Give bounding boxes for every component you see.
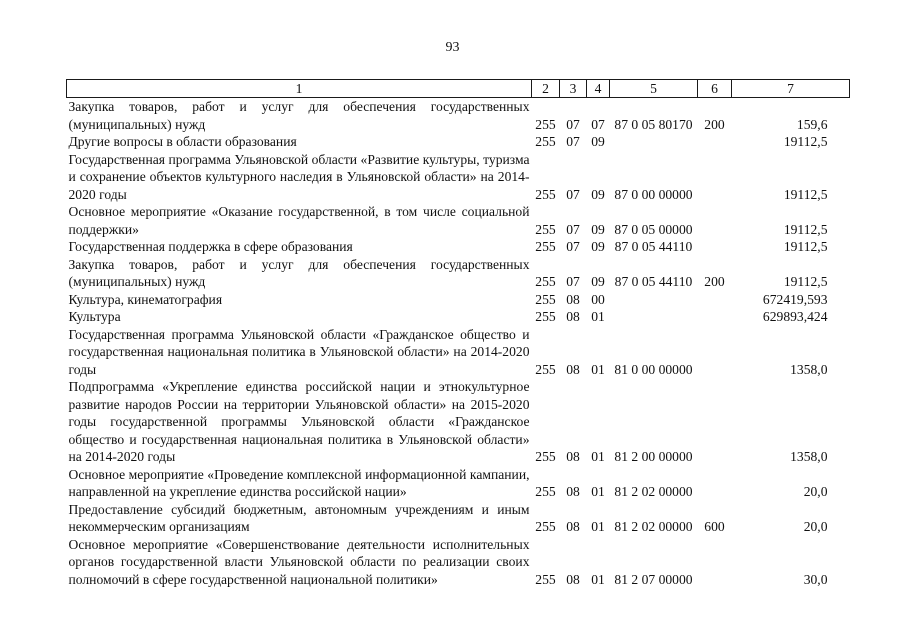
row-description: Культура	[68, 309, 121, 324]
amount-cell: 19112,5	[783, 274, 828, 289]
expense-type-cell	[698, 326, 732, 379]
section-code-cell: 08	[566, 484, 580, 499]
admin-code-cell: 255	[535, 571, 556, 587]
section-code-cell: 07	[566, 134, 580, 149]
table-row	[67, 291, 850, 309]
table-row	[67, 466, 850, 501]
expense-type-cell	[698, 151, 732, 204]
table-row	[67, 308, 850, 326]
section-code-cell: 08	[566, 449, 580, 464]
section-code-cell: 07	[566, 274, 580, 289]
expense-type-cell	[698, 378, 732, 466]
row-description: Другие вопросы в области образования	[68, 134, 297, 149]
admin-code-cell: 255	[535, 449, 556, 464]
row-description: Культура, кинематография	[68, 291, 223, 307]
row-description: Закупка товаров, работ и услуг для обеспечения государственных (муниципальных) нужд	[68, 99, 530, 132]
section-code-cell: 08	[566, 309, 580, 324]
expense-type-cell	[698, 238, 732, 256]
amount-cell: 19112,5	[783, 221, 828, 237]
column-header: 4	[587, 80, 610, 98]
target-article-cell: 87 0 05 00000	[614, 221, 693, 237]
target-article-cell: 81 2 02 00000	[614, 484, 693, 499]
table-row	[67, 98, 850, 134]
target-article-cell: 81 2 00 00000	[614, 449, 693, 464]
subsection-code-cell: 01	[591, 361, 605, 377]
subsection-code-cell: 09	[591, 221, 605, 237]
expense-type-cell	[698, 308, 732, 326]
row-description: Основное мероприятие «Проведение комплексной информационной кампании, направленной на укрепление единства российской нации»	[68, 466, 530, 499]
amount-cell: 1358,0	[790, 449, 828, 464]
target-article-cell: 87 0 05 44110	[614, 239, 693, 254]
amount-cell: 159,6	[796, 116, 828, 132]
section-code-cell: 07	[566, 239, 580, 254]
subsection-code-cell: 09	[591, 239, 605, 254]
column-header: 6	[698, 80, 732, 98]
target-article-cell	[610, 133, 698, 151]
amount-cell: 1358,0	[790, 361, 828, 377]
amount-cell: 20,0	[803, 519, 828, 534]
target-article-cell: 81 2 07 00000	[614, 571, 693, 587]
admin-code-cell: 255	[535, 291, 556, 307]
expense-type-cell: 200	[704, 274, 725, 289]
table-row	[67, 203, 850, 238]
page-number: 93	[445, 40, 460, 55]
row-description: Предоставление субсидий бюджетным, автономным учреждениям и иным некоммерческим организациям	[68, 501, 530, 534]
row-description: Основное мероприятие «Совершенствование деятельности исполнительных органов государственной власти Ульяновской области по реализации своих полномочий в сфере государственной национальной политики»	[68, 536, 530, 587]
table-row	[67, 151, 850, 204]
subsection-code-cell: 01	[591, 484, 605, 499]
target-article-cell: 87 0 05 44110	[614, 274, 693, 289]
table-row	[67, 536, 850, 589]
section-code-cell: 08	[566, 519, 580, 534]
row-description: Основное мероприятие «Оказание государственной, в том числе социальной поддержки»	[68, 204, 530, 237]
table-row	[67, 238, 850, 256]
table-row	[67, 501, 850, 536]
amount-cell: 19112,5	[783, 186, 828, 202]
subsection-code-cell: 09	[591, 186, 605, 202]
table-header-row	[67, 80, 850, 98]
subsection-code-cell: 09	[591, 274, 605, 289]
amount-cell: 629893,424	[762, 309, 828, 324]
expense-type-cell	[698, 203, 732, 238]
column-header: 2	[532, 80, 560, 98]
subsection-code-cell: 01	[591, 519, 605, 534]
amount-cell: 19112,5	[783, 134, 828, 149]
table-row	[67, 133, 850, 151]
expense-type-cell	[698, 291, 732, 309]
amount-cell: 672419,593	[762, 291, 828, 307]
admin-code-cell: 255	[535, 274, 556, 289]
section-code-cell: 07	[566, 186, 580, 202]
expense-type-cell: 200	[704, 116, 725, 132]
admin-code-cell: 255	[535, 239, 556, 254]
budget-table	[66, 79, 850, 588]
amount-cell: 30,0	[803, 571, 828, 587]
subsection-code-cell: 01	[591, 309, 605, 324]
column-header: 5	[610, 80, 698, 98]
section-code-cell: 07	[566, 116, 580, 132]
column-header: 7	[732, 80, 850, 98]
table-row	[67, 256, 850, 291]
target-article-cell: 87 0 00 00000	[614, 186, 693, 202]
admin-code-cell: 255	[535, 361, 556, 377]
admin-code-cell: 255	[535, 186, 556, 202]
table-body	[67, 98, 850, 589]
amount-cell: 20,0	[803, 484, 828, 499]
expense-type-cell: 600	[704, 519, 725, 534]
table-row	[67, 326, 850, 379]
column-header: 3	[560, 80, 587, 98]
admin-code-cell: 255	[535, 309, 556, 324]
row-description: Государственная программа Ульяновской области «Развитие культуры, туризма и сохранение объектов культурного наследия в Ульяновской области» на 2014-2020 годы	[68, 151, 530, 202]
target-article-cell: 81 0 00 00000	[614, 361, 693, 377]
expense-type-cell	[698, 466, 732, 501]
expense-type-cell	[698, 133, 732, 151]
admin-code-cell: 255	[535, 519, 556, 534]
admin-code-cell: 255	[535, 221, 556, 237]
row-description: Государственная поддержка в сфере образования	[68, 239, 353, 254]
section-code-cell: 07	[566, 221, 580, 237]
target-article-cell: 81 2 02 00000	[614, 519, 693, 534]
amount-cell: 19112,5	[783, 239, 828, 254]
section-code-cell: 08	[566, 291, 580, 307]
subsection-code-cell: 09	[591, 134, 605, 149]
section-code-cell: 08	[566, 361, 580, 377]
subsection-code-cell: 01	[591, 571, 605, 587]
column-header: 1	[67, 80, 532, 98]
row-description: Закупка товаров, работ и услуг для обеспечения государственных (муниципальных) нужд	[68, 256, 530, 289]
admin-code-cell: 255	[535, 134, 556, 149]
row-description: Подпрограмма «Укрепление единства российской нации и этнокультурное развитие народов России на территории Ульяновской области» на 2015-2020 годы государственной программы Ульяновской области «Гражданское общество и государственная национальная политика в Ульяновской области» на 2014-2020 годы	[68, 379, 530, 464]
target-article-cell	[610, 308, 698, 326]
section-code-cell: 08	[566, 571, 580, 587]
subsection-code-cell: 07	[591, 116, 605, 132]
table-row	[67, 378, 850, 466]
subsection-code-cell: 01	[591, 449, 605, 464]
target-article-cell: 87 0 05 80170	[614, 116, 693, 132]
expense-type-cell	[698, 536, 732, 589]
admin-code-cell: 255	[535, 116, 556, 132]
target-article-cell	[610, 291, 698, 309]
subsection-code-cell: 00	[591, 291, 605, 307]
row-description: Государственная программа Ульяновской области «Гражданское общество и государственная национальная политика в Ульяновской области» на 2014-2020 годы	[68, 326, 530, 377]
admin-code-cell: 255	[535, 484, 556, 499]
